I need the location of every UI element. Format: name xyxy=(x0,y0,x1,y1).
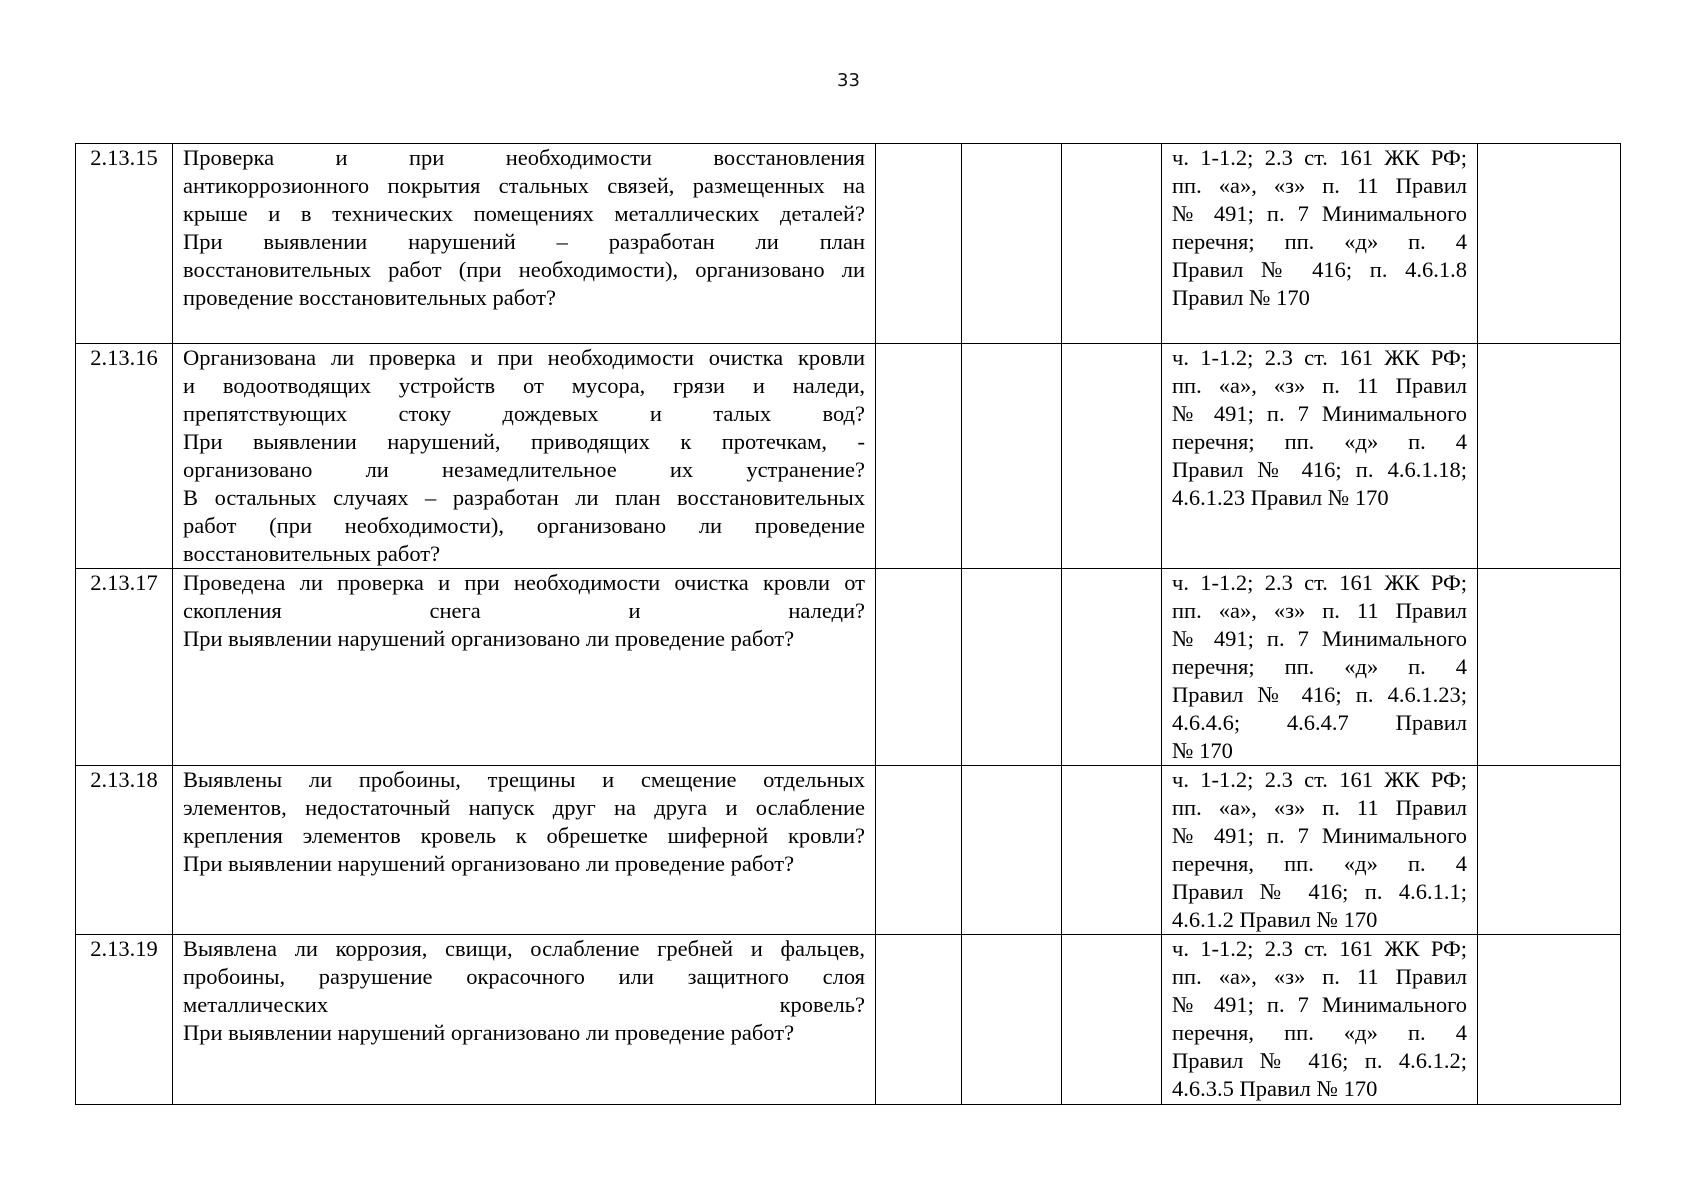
legal-basis-line: № 170 xyxy=(1172,738,1233,763)
legal-basis-cell xyxy=(1162,766,1478,935)
question-cell xyxy=(173,935,876,1105)
question-line: При выявлении нарушений организовано ли проведение работ? xyxy=(183,1020,795,1045)
legal-basis-line: ч. 1-1.2; 2.3 ст. 161 ЖК РФ; xyxy=(1172,936,1467,961)
legal-basis-cell xyxy=(1162,344,1478,569)
question-line: организовано ли незамедлительное их устранение? xyxy=(183,457,865,482)
legal-basis-line: 4.6.4.6; 4.6.4.7 Правил xyxy=(1172,710,1467,735)
legal-basis-line: перечня, пп. «д» п. 4 xyxy=(1172,1020,1467,1045)
legal-basis-line: Правил № 416; п. 4.6.1.18; xyxy=(1172,457,1467,482)
question-cell xyxy=(173,344,876,569)
item-number: 2.13.16 xyxy=(90,345,158,370)
answer-na-cell xyxy=(1062,935,1162,1105)
legal-basis-cell xyxy=(1162,935,1478,1105)
item-number: 2.13.15 xyxy=(90,145,158,170)
checklist-table xyxy=(75,143,1621,1105)
legal-basis-line: 4.6.3.5 Правил № 170 xyxy=(1172,1076,1378,1101)
question-cell xyxy=(173,144,876,344)
legal-basis-line: ч. 1-1.2; 2.3 ст. 161 ЖК РФ; xyxy=(1172,145,1467,170)
answer-na-cell xyxy=(1062,766,1162,935)
legal-basis-line: пп. «а», «з» п. 11 Правил xyxy=(1172,598,1467,623)
question-line: проведение восстановительных работ? xyxy=(183,285,556,310)
question-line: антикоррозионного покрытия стальных связей, размещенных на xyxy=(183,173,865,198)
question-line: элементов, недостаточный напуск друг на друга и ослабление xyxy=(183,795,865,820)
table-row xyxy=(76,569,1621,766)
item-number-cell xyxy=(76,935,173,1105)
item-number-cell xyxy=(76,569,173,766)
question-line: скопления снега и наледи? xyxy=(183,598,865,623)
answer-no-cell xyxy=(962,569,1062,766)
legal-basis-line: ч. 1-1.2; 2.3 ст. 161 ЖК РФ; xyxy=(1172,345,1467,370)
notes-cell xyxy=(1478,144,1621,344)
answer-no-cell xyxy=(962,935,1062,1105)
legal-basis-line: перечня; пп. «д» п. 4 xyxy=(1172,654,1467,679)
legal-basis-line: ч. 1-1.2; 2.3 ст. 161 ЖК РФ; xyxy=(1172,570,1467,595)
question-line: крепления элементов кровель к обрешетке шиферной кровли? xyxy=(183,823,865,848)
question-line: восстановительных работ (при необходимости), организовано ли xyxy=(183,257,865,282)
answer-no-cell xyxy=(962,344,1062,569)
question-line: Выявлена ли коррозия, свищи, ослабление гребней и фальцев, xyxy=(183,936,865,961)
legal-basis-line: перечня, пп. «д» п. 4 xyxy=(1172,851,1467,876)
question-line: и водоотводящих устройств от мусора, грязи и наледи, xyxy=(183,373,865,398)
answer-no-cell xyxy=(962,766,1062,935)
item-number-cell xyxy=(76,344,173,569)
item-number-cell xyxy=(76,766,173,935)
answer-na-cell xyxy=(1062,569,1162,766)
answer-yes-cell xyxy=(876,144,962,344)
question-line: крыше и в технических помещениях металлических деталей? xyxy=(183,201,865,226)
answer-yes-cell xyxy=(876,766,962,935)
question-line: В остальных случаях – разработан ли план восстановительных xyxy=(183,485,865,510)
question-line: препятствующих стоку дождевых и талых вод? xyxy=(183,401,865,426)
question-line: Выявлены ли пробоины, трещины и смещение отдельных xyxy=(183,767,865,792)
answer-no-cell xyxy=(962,144,1062,344)
legal-basis-line: перечня; пп. «д» п. 4 xyxy=(1172,229,1467,254)
question-line: При выявлении нарушений, приводящих к протечкам, - xyxy=(183,429,865,454)
question-line: При выявлении нарушений – разработан ли план xyxy=(183,229,865,254)
notes-cell xyxy=(1478,344,1621,569)
legal-basis-line: перечня; пп. «д» п. 4 xyxy=(1172,429,1467,454)
question-line: Организована ли проверка и при необходимости очистка кровли xyxy=(183,345,865,370)
legal-basis-line: пп. «а», «з» п. 11 Правил xyxy=(1172,795,1467,820)
answer-na-cell xyxy=(1062,344,1162,569)
legal-basis-line: № 491; п. 7 Минимального xyxy=(1172,626,1467,651)
notes-cell xyxy=(1478,935,1621,1105)
table-row xyxy=(76,935,1621,1105)
legal-basis-line: № 491; п. 7 Минимального xyxy=(1172,823,1467,848)
legal-basis-line: № 491; п. 7 Минимального xyxy=(1172,201,1467,226)
answer-yes-cell xyxy=(876,344,962,569)
item-number: 2.13.17 xyxy=(90,570,158,595)
legal-basis-line: Правил № 416; п. 4.6.1.8 xyxy=(1172,257,1467,282)
legal-basis-line: пп. «а», «з» п. 11 Правил xyxy=(1172,173,1467,198)
item-number: 2.13.19 xyxy=(90,936,158,961)
legal-basis-cell xyxy=(1162,569,1478,766)
legal-basis-line: 4.6.1.2 Правил № 170 xyxy=(1172,907,1378,932)
legal-basis-line: пп. «а», «з» п. 11 Правил xyxy=(1172,373,1467,398)
legal-basis-cell xyxy=(1162,144,1478,344)
question-line: металлических кровель? xyxy=(183,992,865,1017)
legal-basis-line: Правил № 416; п. 4.6.1.23; xyxy=(1172,682,1467,707)
item-number: 2.13.18 xyxy=(90,767,158,792)
legal-basis-line: пп. «а», «з» п. 11 Правил xyxy=(1172,964,1467,989)
answer-yes-cell xyxy=(876,569,962,766)
legal-basis-line: Правил № 416; п. 4.6.1.1; xyxy=(1172,879,1467,904)
notes-cell xyxy=(1478,766,1621,935)
question-line: работ (при необходимости), организовано ли проведение xyxy=(183,513,865,538)
item-number-cell xyxy=(76,144,173,344)
legal-basis-line: № 491; п. 7 Минимального xyxy=(1172,401,1467,426)
table-row xyxy=(76,344,1621,569)
answer-na-cell xyxy=(1062,144,1162,344)
question-line: При выявлении нарушений организовано ли проведение работ? xyxy=(183,626,795,651)
question-line: пробоины, разрушение окрасочного или защитного слоя xyxy=(183,964,865,989)
question-cell xyxy=(173,569,876,766)
question-line: Проведена ли проверка и при необходимости очистка кровли от xyxy=(183,570,865,595)
table-row xyxy=(76,766,1621,935)
checklist-body xyxy=(76,144,1621,1105)
question-line: восстановительных работ? xyxy=(183,541,441,566)
table-row xyxy=(76,144,1621,344)
legal-basis-line: № 491; п. 7 Минимального xyxy=(1172,992,1467,1017)
question-line: При выявлении нарушений организовано ли проведение работ? xyxy=(183,851,795,876)
legal-basis-line: Правил № 416; п. 4.6.1.2; xyxy=(1172,1048,1467,1073)
question-line: Проверка и при необходимости восстановления xyxy=(183,145,865,170)
notes-cell xyxy=(1478,569,1621,766)
legal-basis-line: ч. 1-1.2; 2.3 ст. 161 ЖК РФ; xyxy=(1172,767,1467,792)
question-cell xyxy=(173,766,876,935)
legal-basis-line: Правил № 170 xyxy=(1172,285,1310,310)
legal-basis-line: 4.6.1.23 Правил № 170 xyxy=(1172,485,1389,510)
page-number: 33 xyxy=(837,70,860,91)
answer-yes-cell xyxy=(876,935,962,1105)
